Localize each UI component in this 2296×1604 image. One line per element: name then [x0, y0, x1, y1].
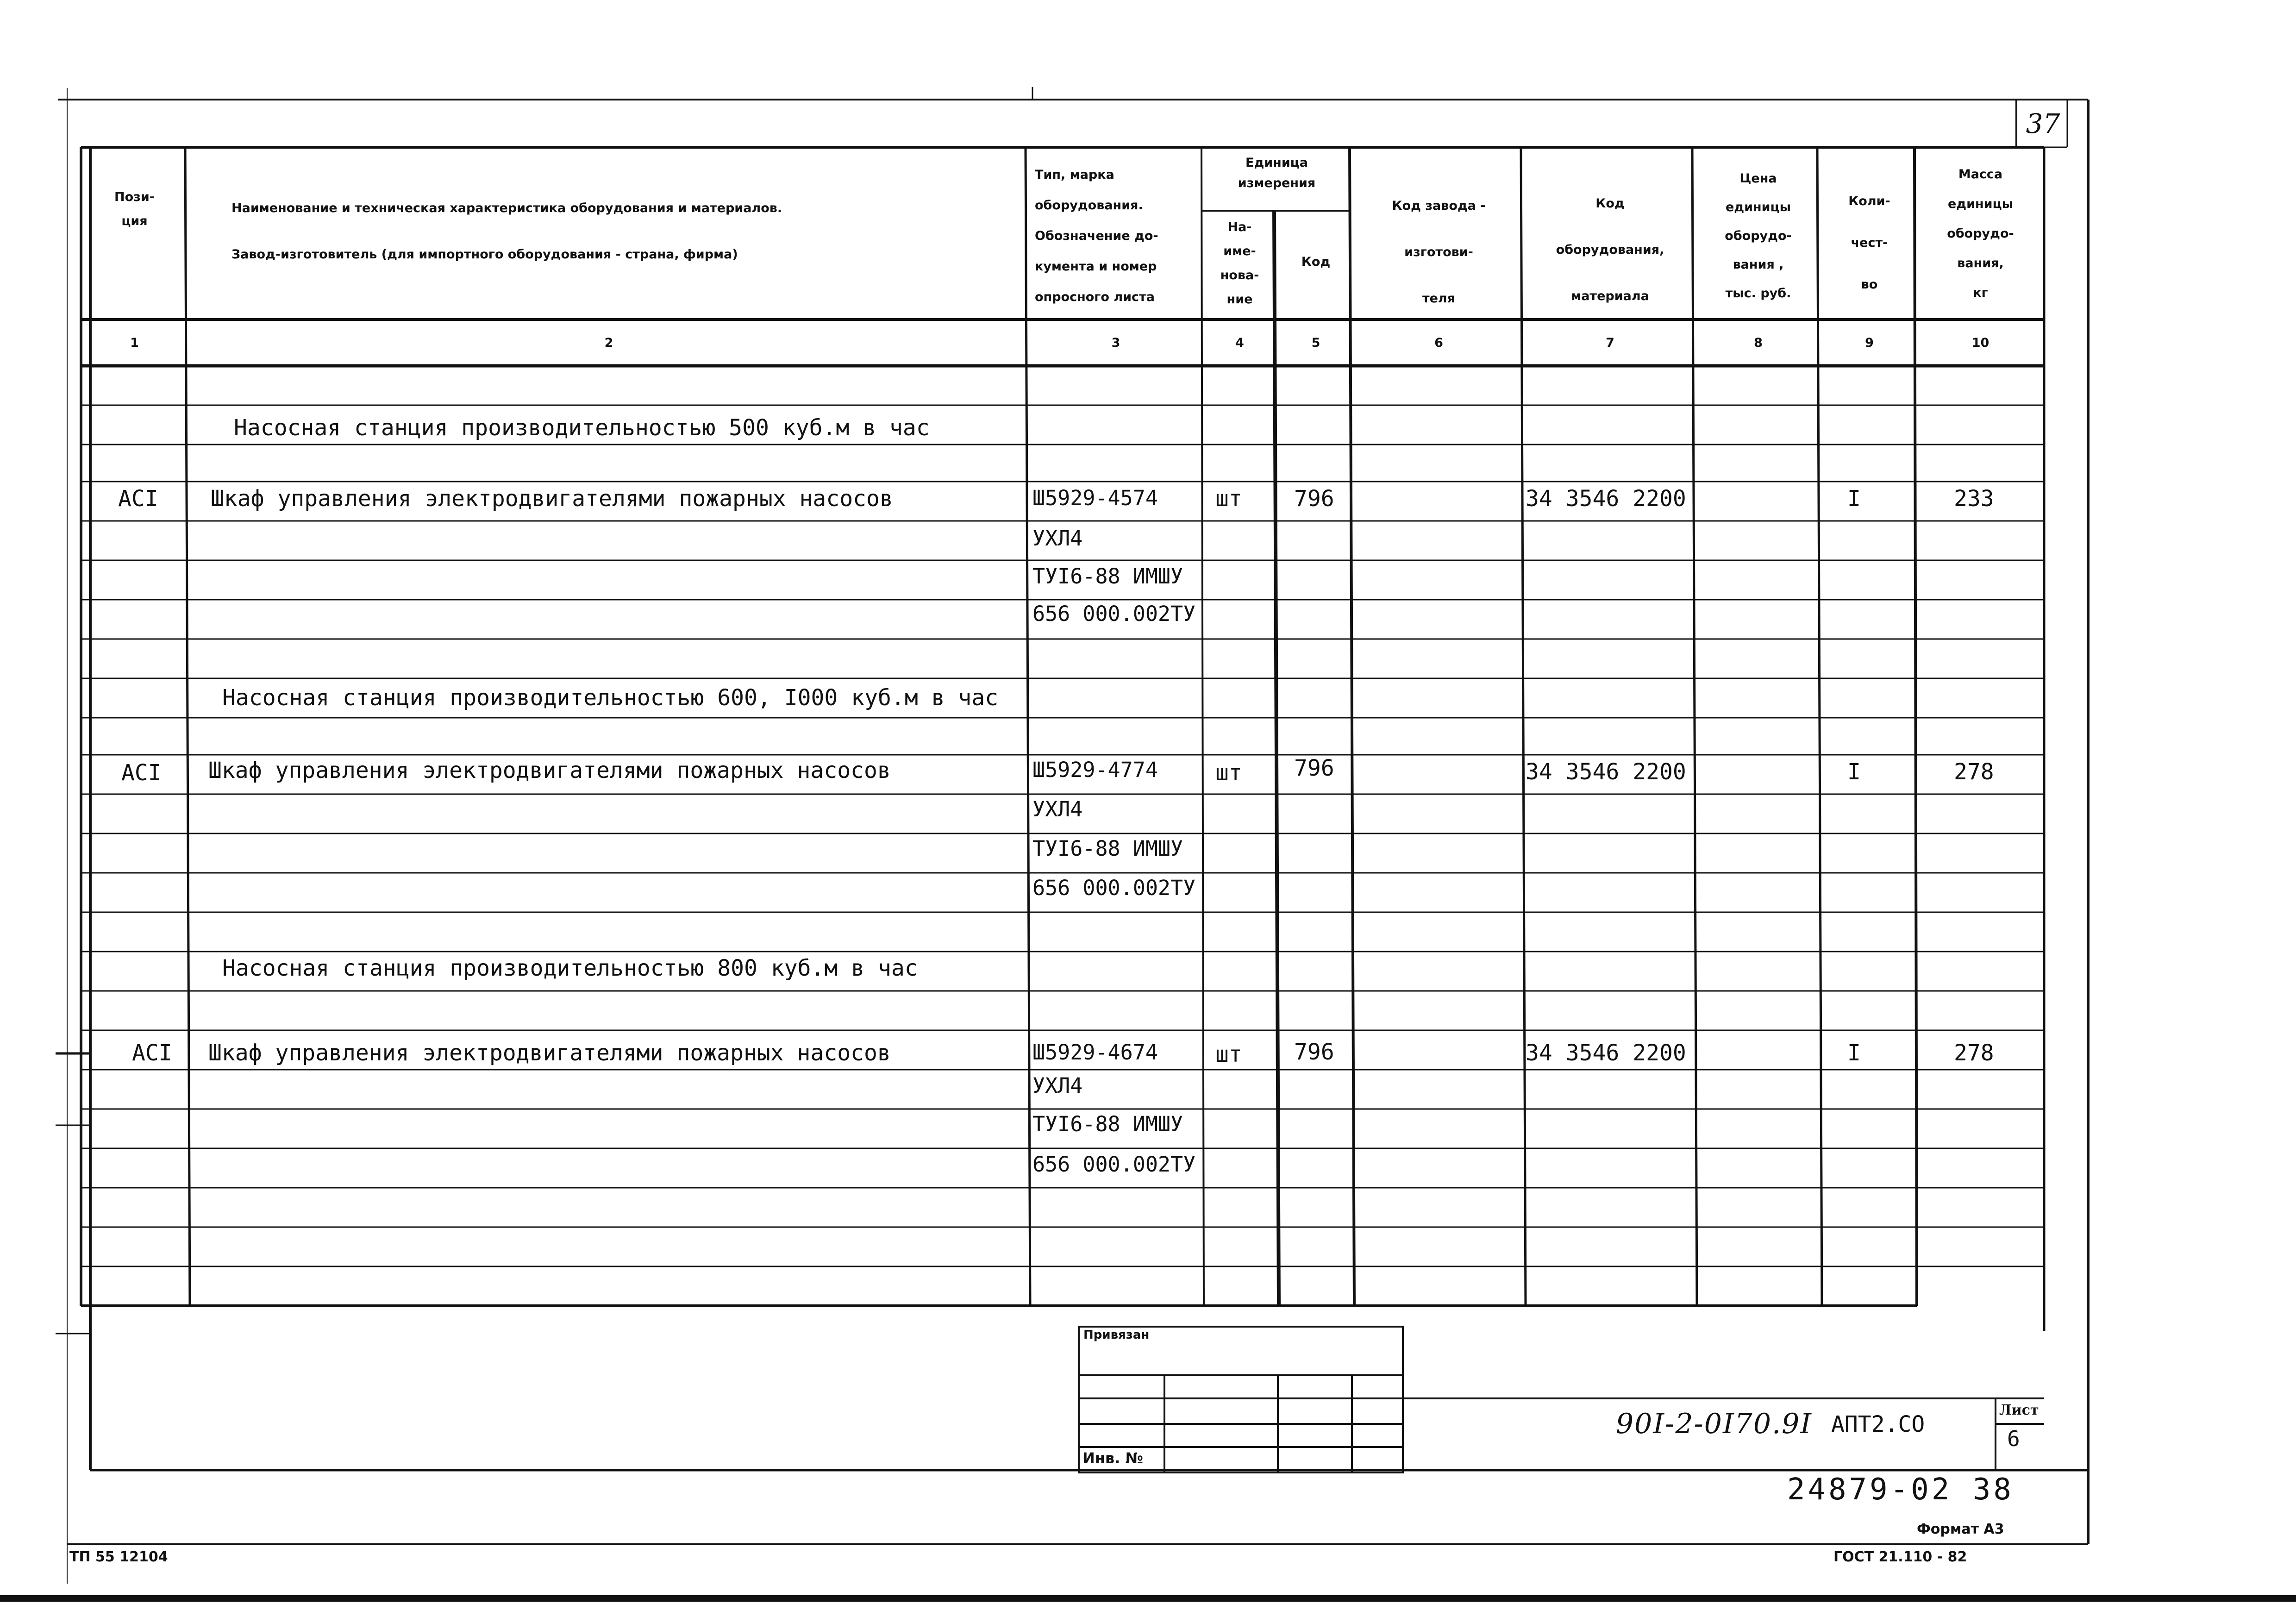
- header-col5: Код: [1301, 255, 1331, 269]
- header-col8-line: оборудо-: [1725, 229, 1792, 243]
- column-number: 5: [1311, 336, 1320, 350]
- item-name: Шкаф управления электродвигателями пожарных насосов: [211, 486, 893, 512]
- column-number: 2: [604, 336, 613, 350]
- type-line: 656 000.002ТУ: [1032, 602, 1196, 626]
- column-number: 1: [130, 336, 139, 350]
- header-col8: [1697, 164, 1820, 308]
- header-col10: [1917, 160, 2044, 308]
- header-col4-line: ние: [1226, 292, 1253, 307]
- quantity: I: [1847, 1040, 1861, 1066]
- type-line: 656 000.002ТУ: [1032, 1152, 1196, 1177]
- header-col6-line: Код завода -: [1392, 199, 1486, 213]
- type-line: УХЛ4: [1032, 797, 1083, 821]
- quantity: I: [1847, 486, 1861, 512]
- header-col7-line: Код: [1595, 196, 1625, 211]
- sheet-number: 6: [2007, 1426, 2020, 1451]
- header-col10-line: единицы: [1947, 197, 2014, 211]
- equipment-code: 34 3546 2200: [1526, 759, 1686, 785]
- header-col4-line: На-: [1227, 220, 1252, 234]
- section-title: Насосная станция производительностью 500 куб.м в час: [234, 415, 930, 441]
- mass: 278: [1954, 1040, 1994, 1066]
- header-col3: [1030, 160, 1201, 313]
- type-line: Ш5929-4574: [1032, 486, 1158, 510]
- header-col7-line: материала: [1571, 289, 1649, 303]
- equipment-code: 34 3546 2200: [1526, 486, 1686, 512]
- header-col6-line: теля: [1422, 291, 1456, 306]
- column-number: 4: [1235, 336, 1244, 350]
- section-title: Насосная станция производительностью 800 куб.м в час: [222, 955, 918, 981]
- unit-name: шт: [1215, 760, 1242, 786]
- unit-code: 796: [1294, 1039, 1334, 1065]
- unit-code: 796: [1294, 486, 1334, 512]
- header-col2: [190, 185, 1028, 278]
- gost-label: ГОСТ 21.110 - 82: [1833, 1549, 1967, 1565]
- header-unit-line: Единица: [1245, 156, 1308, 170]
- mass: 278: [1954, 759, 1994, 785]
- position-cell: ACI: [118, 486, 158, 512]
- header-col4-line: нова-: [1220, 268, 1259, 282]
- type-line: Ш5929-4774: [1032, 758, 1158, 782]
- item-name: Шкаф управления электродвигателями пожарных насосов: [208, 758, 891, 783]
- header-col7: [1526, 181, 1695, 320]
- column-number: 7: [1606, 336, 1614, 350]
- header-col9: [1822, 181, 1917, 306]
- quantity: I: [1847, 759, 1861, 785]
- header-col1: [82, 185, 187, 233]
- header-col4: [1204, 215, 1276, 312]
- column-number: 6: [1434, 336, 1443, 350]
- header-col8-line: единицы: [1725, 200, 1791, 214]
- column-number: 9: [1865, 336, 1874, 350]
- type-line: ТУI6-88 ИМШУ: [1032, 564, 1183, 589]
- sheet-corner-number: 37: [2026, 108, 2060, 139]
- position-cell: ACI: [121, 760, 162, 786]
- unit-name: шт: [1215, 486, 1242, 512]
- header-col6-line: изготови-: [1404, 245, 1473, 259]
- header-col3-line: Тип, марка: [1035, 168, 1114, 182]
- type-line: ТУI6-88 ИМШУ: [1032, 836, 1183, 861]
- header-col10-line: Масса: [1958, 167, 2003, 182]
- position-cell: ACI: [132, 1040, 172, 1066]
- header-col8-line: Цена: [1739, 171, 1777, 186]
- header-col10-line: вания,: [1957, 256, 2004, 270]
- header-unit-group: [1204, 153, 1350, 194]
- header-col4-line: име-: [1223, 244, 1256, 258]
- format-label: Формат А3: [1917, 1521, 2004, 1537]
- doc-code: АПТ2.СО: [1831, 1411, 1925, 1437]
- stamp-inv-label: Инв. №: [1082, 1449, 1143, 1467]
- header-col2-line: Завод-изготовитель (для импортного оборудования - страна, фирма): [231, 247, 738, 262]
- header-col3-line: кумента и номер: [1035, 259, 1157, 274]
- header-col10-line: кг: [1973, 286, 1988, 300]
- archive-number: 24879-02 38: [1787, 1472, 2014, 1507]
- type-line: ТУI6-88 ИМШУ: [1032, 1112, 1183, 1136]
- header-col9-line: Коли-: [1848, 194, 1890, 208]
- header-col2-line: Наименование и техническая характеристика оборудования и материалов.: [231, 201, 782, 215]
- type-line: Ш5929-4674: [1032, 1040, 1158, 1065]
- mass: 233: [1954, 486, 1994, 512]
- header-col3-line: оборудования.: [1035, 198, 1143, 213]
- section-title: Насосная станция производительностью 600, I000 куб.м в час: [222, 685, 999, 711]
- item-name: Шкаф управления электродвигателями пожарных насосов: [208, 1040, 891, 1066]
- column-number: 10: [1971, 336, 1989, 350]
- stamp-linked-label: Привязан: [1083, 1328, 1150, 1342]
- header-col1-line: Пози-: [114, 190, 155, 204]
- header-col9-line: чест-: [1851, 236, 1888, 250]
- unit-code: 796: [1294, 755, 1334, 781]
- equipment-code: 34 3546 2200: [1526, 1040, 1686, 1066]
- header-col10-line: оборудо-: [1947, 226, 2014, 241]
- header-col9-line: во: [1861, 277, 1878, 292]
- column-number: 8: [1754, 336, 1763, 350]
- header-col1-line: ция: [121, 214, 148, 228]
- unit-name: шт: [1215, 1041, 1242, 1067]
- column-number: 3: [1111, 336, 1120, 350]
- project-code: 90I-2-0I70.9I: [1616, 1408, 1812, 1440]
- type-line: УХЛ4: [1032, 1073, 1083, 1098]
- header-col8-line: тыс. руб.: [1725, 286, 1791, 301]
- header-unit-line: измерения: [1238, 176, 1316, 190]
- header-col6: [1354, 183, 1523, 322]
- header-col8-line: вания ,: [1733, 257, 1784, 272]
- header-col3-line: Обозначение до-: [1035, 229, 1158, 243]
- type-line: 656 000.002ТУ: [1032, 876, 1196, 900]
- header-col7-line: оборудования,: [1556, 243, 1664, 257]
- sheet-label: Лист: [1999, 1402, 2039, 1418]
- tp-label: ТП 55 12104: [69, 1549, 168, 1565]
- header-col3-line: опросного листа: [1035, 290, 1155, 304]
- type-line: УХЛ4: [1032, 526, 1083, 551]
